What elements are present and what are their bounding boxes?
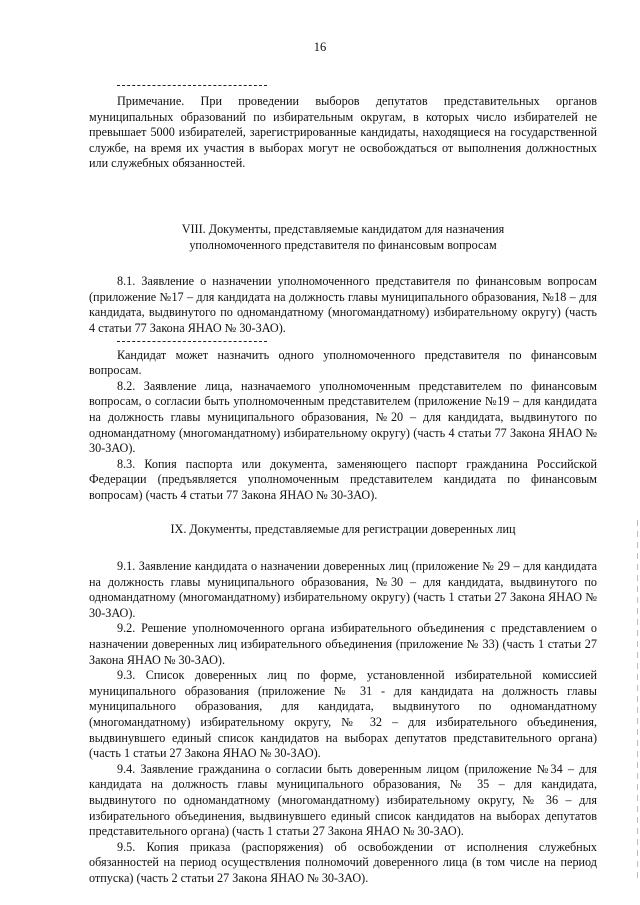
footnote-remark: Кандидат может назначить одного уполномоченного представителя по финансовым вопросам. (89, 347, 597, 378)
paragraph-8-1: 8.1. Заявление о назначении уполномоченного представителя по финансовым вопросам (приложение №17 – для кандидата на должность главы муниципального образования, №18 – для кандидата, выдвинутого по одномандатному (многомандатному) избирательному округу) (часть 4 статьи 77 Закона ЯНАО № 30-ЗАО). (89, 274, 597, 335)
section-8-title-line-2: уполномоченного представителя по финансовым вопросам (189, 237, 497, 252)
paragraph-9-4: 9.4. Заявление гражданина о согласии быть доверенным лицом (приложение №34 – для кандидата на должность главы муниципального образования, № 35 – для кандидата, выдвинутого по одномандатному (многомандатному) избирательному округу, № 36 – для избирательного объединения, выдвинувшего единый список кандидатов на выборах депутатов представительного органа) (часть 1 статьи 27 Закона ЯНАО № 30-ЗАО). (89, 761, 597, 839)
section-9-title: IX. Документы, представляемые для регистрации доверенных лиц (170, 522, 516, 537)
section-8-heading (89, 222, 597, 253)
footnote-separator (117, 85, 267, 86)
footnote-note: Примечание. При проведении выборов депутатов представительных органов муниципальных образований по избирательным округам, в которых число избирателей не превышает 5000 избирателей, зарегистрированные кандидаты, находящиеся на государственной службе, на время их участия в выборах могут не освобождаться от выполнения должностных или служебных обязанностей. (89, 94, 597, 171)
footnote-separator-2 (117, 341, 267, 342)
paragraph-9-5: 9.5. Копия приказа (распоряжения) об освобождении от исполнения служебных обязанностей на период осуществления полномочий доверенного лица (в том числе на период отпуска) (часть 2 статьи 27 Закона ЯНАО № 30-ЗАО). (89, 839, 597, 885)
paragraph-9-2: 9.2. Решение уполномоченного органа избирательного объединения с представлением о назначении доверенных лиц избирательного объединения (приложение № 33) (часть 1 статьи 27 Закона ЯНАО № 30-ЗАО). (89, 621, 597, 667)
paragraph-8-3: 8.3. Копия паспорта или документа, заменяющего паспорт гражданина Российской Федерации (предъявляется уполномоченным представителем кандидата по финансовым вопросам) (часть 4 статьи 77 Закона ЯНАО № 30-ЗАО). (89, 456, 597, 502)
page-number: 16 (313, 40, 327, 54)
page-content (89, 74, 597, 887)
section-8-title-line-1: VIII. Документы, представляемые кандидатом для назначения (181, 221, 505, 236)
scan-edge-mark (637, 520, 638, 880)
paragraph-9-3: 9.3. Список доверенных лиц по форме, установленной избирательной комиссией муниципального образования (приложение № 31 - для кандидата на должность главы муниципального образования, для кандидата, выдвинутого по одномандатному (многомандатному) избирательному округу, № 32 – для избирательного объединения, выдвинувшего единый список кандидатов на выборах депутатов представительного органа) (часть 1 статьи 27 Закона ЯНАО № 30-ЗАО). (89, 668, 597, 761)
paragraph-9-1: 9.1. Заявление кандидата о назначении доверенных лиц (приложение № 29 – для кандидата на должность главы муниципального образования, №30 – для кандидата, выдвинутого по одномандатному (многомандатному) избирательному округу) (часть 1 статьи 27 Закона ЯНАО № 30-ЗАО). (89, 559, 597, 620)
paragraph-8-2: 8.2. Заявление лица, назначаемого уполномоченным представителем по финансовым вопросам, о согласии быть уполномоченным представителем (приложение №19 – для кандидата на должность главы муниципального образования, №20 – для кандидата, выдвинутого по одномандатному (многомандатному) избирательному округу) (часть 4 статьи 77 Закона ЯНАО № 30-ЗАО). (89, 378, 597, 456)
